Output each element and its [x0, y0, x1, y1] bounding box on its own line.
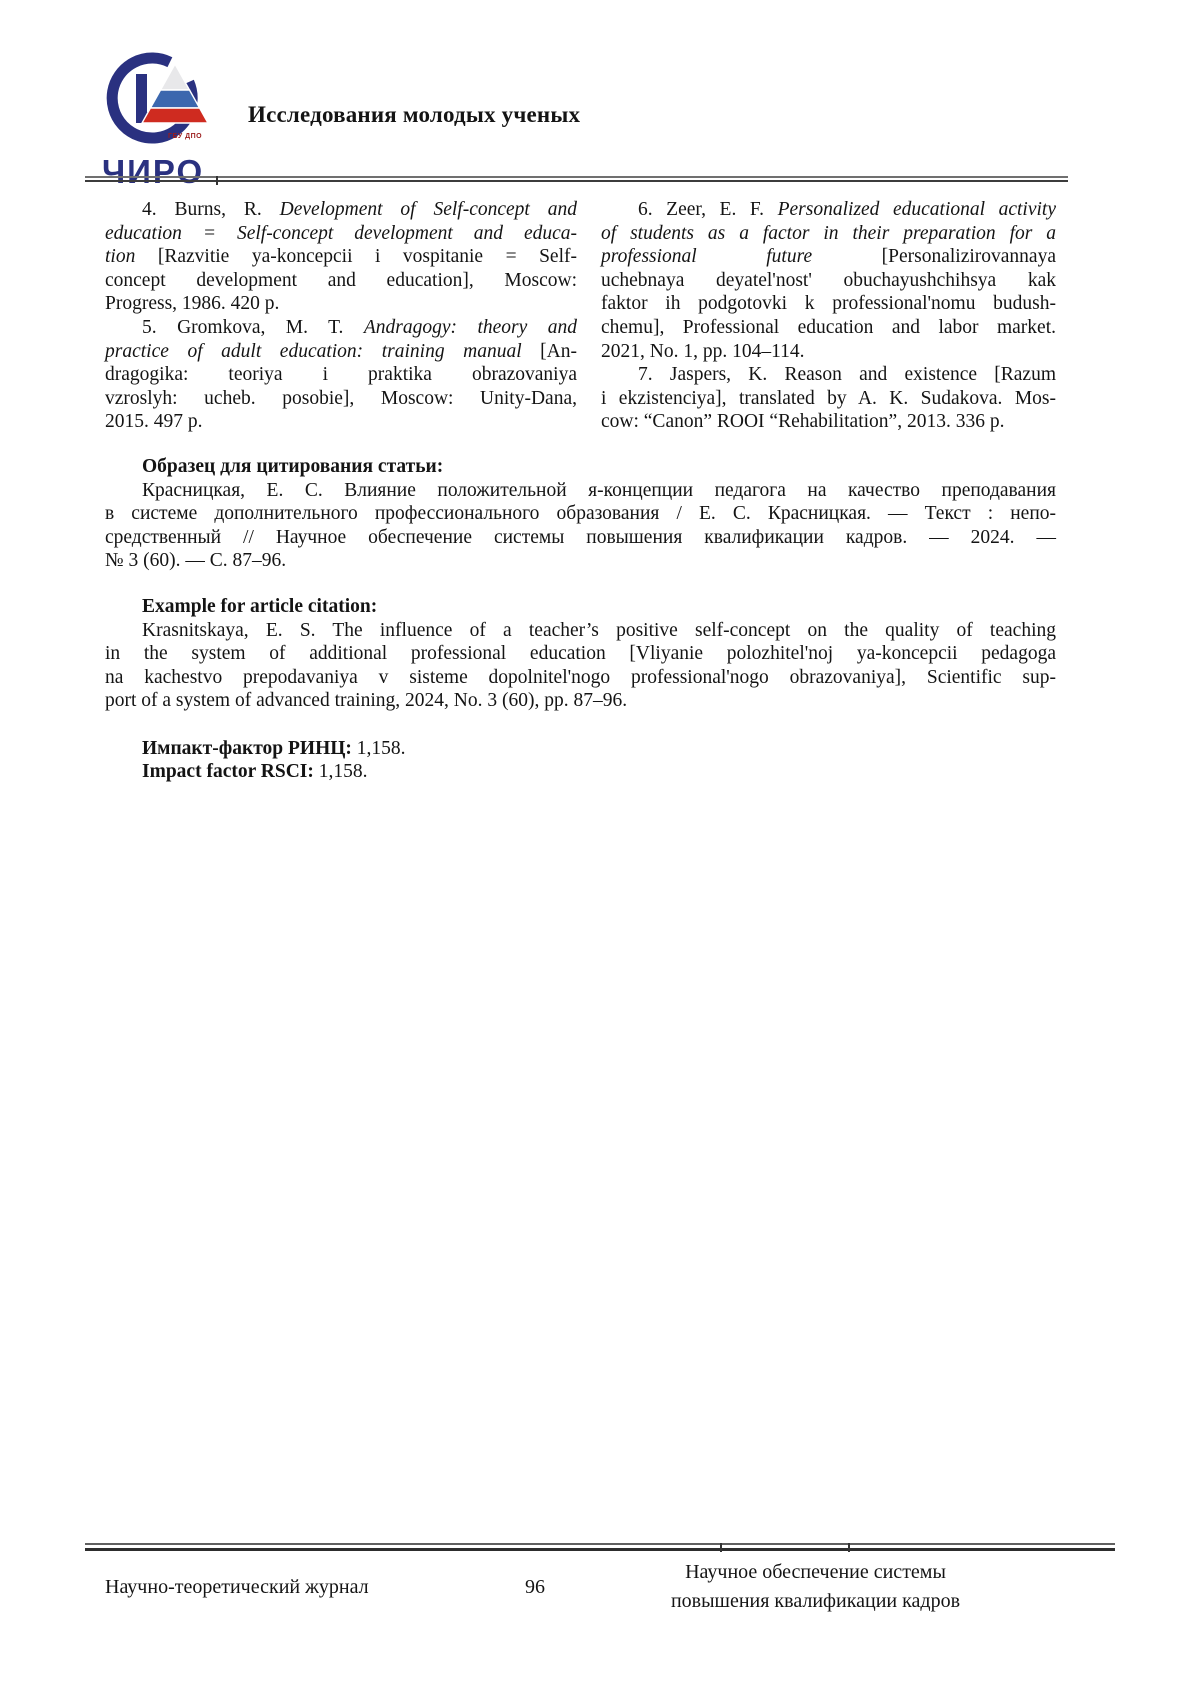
text-line: [601, 387, 1056, 411]
footer-rule-tick: [720, 1543, 722, 1552]
references-column-left: [105, 198, 577, 434]
impact-factor-rinc: [105, 737, 1056, 761]
reference-title-italic: Andragogy: theory and: [363, 316, 577, 338]
reference-title-italic: professional future: [601, 246, 882, 268]
text-line: [601, 292, 1056, 316]
text-line: [105, 198, 577, 222]
impact-factor-rsci: [105, 760, 1056, 784]
reference-title-italic: Development of Self-concept and: [279, 199, 577, 220]
text-segment: vzroslyh: ucheb. posobie], Moscow: Unity-Dana,: [105, 387, 577, 409]
text-segment: в системе дополнительного профессионального образования / Е. С. Красницкая. — Текст : непо-: [105, 503, 1056, 525]
text-line: [105, 642, 1056, 666]
journal-logo: [100, 48, 232, 191]
text-line: [601, 245, 1056, 269]
logo-wordmark: ЧИРО: [102, 153, 205, 190]
text-segment: средственный // Научное обеспечение системы повышения квалификации кадров. — 2024. —: [105, 526, 1056, 548]
text-line: [601, 363, 1056, 387]
impact-factor-block: [105, 737, 1056, 784]
text-segment: cow: “Canon” ROOI “Rehabilitation”, 2013. 336 p.: [601, 411, 1005, 433]
citation-heading-en: Example for article citation:: [142, 595, 378, 617]
footer-journal-title: [575, 1558, 1056, 1616]
footer-journal-title-line1: Научное обеспечение системы: [685, 1561, 946, 1583]
text-line: [601, 269, 1056, 293]
text-segment: na kachestvo prepodavaniya v sisteme dopolnitel'nogo professional'nogo obrazovaniya], Scientific sup-: [105, 666, 1056, 688]
impact-rinc-value: 1,158.: [351, 737, 406, 759]
text-segment: 2015. 497 p.: [105, 411, 203, 433]
text-segment: 5. Gromkova, M. T.: [142, 316, 364, 338]
text-line: [105, 479, 1056, 503]
impact-rinc-label: Импакт-фактор РИНЦ:: [142, 737, 352, 759]
header-rule: [85, 176, 1068, 182]
text-segment: in the system of additional professional education [Vliyanie polozhitel'noj ya-koncepcii pedagoga: [105, 643, 1056, 665]
citation-heading-ru: Образец для цитирования статьи:: [142, 455, 444, 477]
text-line: [601, 316, 1056, 340]
text-segment: [Personalizirovannaya: [881, 246, 1056, 268]
running-title: Исследования молодых ученых: [248, 102, 581, 127]
text-line: [105, 363, 577, 387]
text-segment: dragogika: teoriya i praktika obrazovaniya: [105, 364, 577, 386]
reference-title-italic: Personalized educational activity: [777, 199, 1056, 220]
text-line: [105, 340, 577, 364]
page-header: [100, 48, 580, 191]
text-line: [601, 410, 1056, 434]
references-column-right: [601, 198, 1056, 434]
text-segment: 6. Zeer, E. F.: [638, 199, 778, 220]
impact-rsci-value: 1,158.: [313, 761, 368, 783]
text-line: [105, 245, 577, 269]
references-section: [105, 198, 1056, 434]
text-segment: [An-: [540, 340, 577, 362]
text-segment: № 3 (60). — С. 87–96.: [105, 550, 287, 572]
citation-paragraph-en: [105, 619, 1056, 713]
text-segment: Красницкая, Е. С. Влияние положительной я-концепции педагога на качество преподавания: [142, 479, 1056, 501]
text-line: [105, 222, 577, 246]
reference-title-italic: education = Self-concept development and educa-: [105, 222, 577, 244]
text-line: [105, 410, 577, 434]
reference-title-italic: practice of adult education: training manual: [105, 340, 541, 362]
text-segment: 4. Burns, R.: [142, 199, 280, 220]
page-body: [105, 198, 1056, 784]
text-line: [601, 222, 1056, 246]
text-segment: faktor ih podgotovki k professional'nomu budush-: [601, 293, 1056, 315]
footer-journal-type: Научно-теоретический журнал: [105, 1575, 369, 1598]
footer-journal-title-line2: повышения квалификации кадров: [670, 1590, 961, 1612]
footer-page-number: 96: [525, 1575, 545, 1598]
text-line: [105, 689, 1056, 713]
text-segment: port of a system of advanced training, 2024, No. 3 (60), pp. 87–96.: [105, 690, 628, 712]
citation-paragraph-ru: [105, 479, 1056, 573]
text-line: [105, 666, 1056, 690]
text-segment: 7. Jaspers, K. Reason and existence [Razum: [638, 364, 1056, 386]
text-line: [105, 549, 1056, 573]
text-line: [105, 502, 1056, 526]
text-line: [601, 340, 1056, 364]
text-line: [601, 198, 1056, 222]
text-segment: 2021, No. 1, pp. 104–114.: [601, 340, 805, 362]
text-line: [105, 269, 577, 293]
page-footer: [105, 1558, 1056, 1616]
footer-rule: [85, 1543, 1115, 1551]
text-segment: concept development and education], Moscow:: [105, 269, 577, 291]
text-line: [105, 387, 577, 411]
impact-rsci-label: Impact factor RSCI:: [142, 761, 314, 783]
text-segment: Krasnitskaya, E. S. The influence of a teacher’s positive self-concept on the quality of teaching: [142, 619, 1056, 641]
chiro-logo-icon: [100, 48, 224, 152]
text-segment: chemu], Professional education and labor market.: [601, 316, 1056, 338]
text-line: [105, 292, 577, 316]
text-line: [105, 316, 577, 340]
header-rule-tick: [216, 176, 218, 185]
text-segment: uchebnaya deyatel'nost' obuchayushchihsya kak: [601, 269, 1056, 291]
text-segment: Progress, 1986. 420 p.: [105, 293, 280, 315]
footer-rule-tick: [848, 1543, 850, 1552]
reference-title-italic: tion: [105, 246, 158, 268]
text-line: [105, 619, 1056, 643]
text-line: [105, 526, 1056, 550]
text-segment: i ekzistenciya], translated by A. K. Sudakova. Mos-: [601, 387, 1056, 409]
reference-title-italic: of students as a factor in their preparation for a: [601, 222, 1056, 244]
text-segment: [Razvitie ya-koncepcii i vospitanie = Self-: [157, 246, 577, 268]
logo-org-abbr: ГБУ ДПО: [168, 133, 203, 140]
